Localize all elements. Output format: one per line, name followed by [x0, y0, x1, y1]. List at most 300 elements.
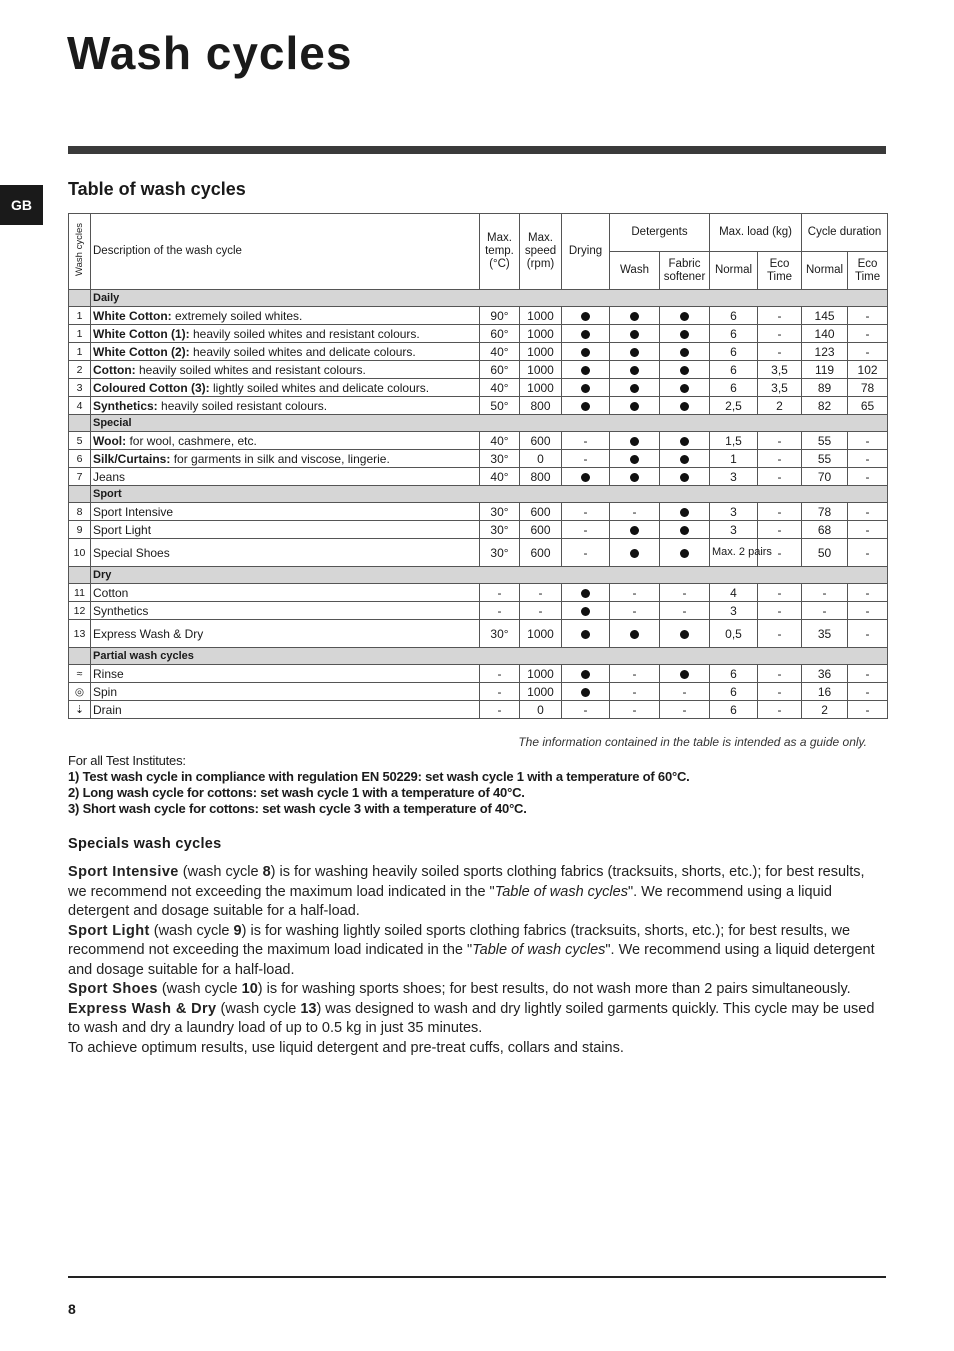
cycle-text: Sport Intensive — [93, 504, 174, 519]
top-rule — [68, 146, 886, 154]
dot-indicator — [680, 508, 689, 517]
cycle-text: extremely soiled whites. — [171, 308, 303, 323]
load-normal: 1 — [710, 450, 758, 468]
dot-indicator — [680, 473, 689, 482]
duration-normal: 35 — [802, 620, 848, 648]
detergent-wash: - — [610, 584, 660, 602]
cycle-text: Express Wash & Dry — [93, 626, 204, 641]
max-temp: - — [480, 602, 520, 620]
fabric-softener — [660, 450, 710, 468]
special-paragraph: Sport Light (wash cycle 9) is for washing lightly soiled sports clothing fabrics (tracksuits, shorts, etc.); for best results, we recommend not exceeding the maximum load indicated in the "Table of wash cycles". We recommend using a liquid detergent and dosage suitable for a half-load. — [68, 922, 875, 978]
drying — [562, 584, 610, 602]
dot-indicator — [581, 384, 590, 393]
dot-indicator — [581, 402, 590, 411]
table-row — [69, 665, 888, 683]
max-temp: 40° — [480, 432, 520, 450]
cycle-text: Drain — [93, 702, 122, 717]
load-eco-time: - — [758, 701, 802, 719]
load-normal: 6 — [710, 701, 758, 719]
cycle-text: heavily soiled whites and resistant colours. — [135, 362, 366, 377]
fabric-softener — [660, 503, 710, 521]
max-speed: 600 — [520, 432, 562, 450]
max-speed: 1000 — [520, 343, 562, 361]
fabric-softener: - — [660, 683, 710, 701]
cycle-number: 2 — [69, 361, 91, 379]
page-number: 8 — [68, 1301, 76, 1317]
group-spacer — [69, 486, 91, 503]
cycle-description — [91, 521, 480, 539]
fabric-softener — [660, 379, 710, 397]
fabric-softener — [660, 397, 710, 415]
detergent-wash — [610, 361, 660, 379]
table-row — [69, 307, 888, 325]
cycle-description — [91, 620, 480, 648]
load-normal: Max. 2 pairs — [710, 539, 758, 567]
dot-indicator — [630, 526, 639, 535]
load-eco-time: - — [758, 307, 802, 325]
drying — [562, 620, 610, 648]
dot-indicator — [630, 549, 639, 558]
max-speed: - — [520, 602, 562, 620]
cycle-number: 8 — [69, 503, 91, 521]
specials-title: Specials wash cycles — [68, 836, 222, 852]
max-speed: 1000 — [520, 307, 562, 325]
dot-indicator — [581, 630, 590, 639]
cycle-number: 5 — [69, 432, 91, 450]
header-max-load: Max. load (kg) — [710, 214, 802, 252]
drying: - — [562, 450, 610, 468]
max-speed: 800 — [520, 468, 562, 486]
special-paragraph: Sport Shoes (wash cycle 10) is for washing sports shoes; for best results, do not wash more than 2 pairs simultaneously. — [68, 981, 851, 997]
group-spacer — [69, 567, 91, 584]
header-load-normal: Normal — [710, 252, 758, 290]
cycle-description — [91, 307, 480, 325]
max-temp: 30° — [480, 503, 520, 521]
institutes-heading: For all Test Institutes: — [68, 753, 186, 768]
drying — [562, 683, 610, 701]
dot-indicator — [630, 437, 639, 446]
load-eco-time: - — [758, 450, 802, 468]
cycle-name: White Cotton (1): — [93, 326, 190, 341]
cycle-number: 12 — [69, 602, 91, 620]
duration-normal: 70 — [802, 468, 848, 486]
duration-eco-time: - — [848, 325, 888, 343]
table-row — [69, 539, 888, 567]
group-label: Dry — [91, 567, 888, 584]
cycle-description — [91, 325, 480, 343]
table-row — [69, 397, 888, 415]
duration-normal: 82 — [802, 397, 848, 415]
duration-normal: 119 — [802, 361, 848, 379]
duration-normal: 89 — [802, 379, 848, 397]
max-temp: - — [480, 584, 520, 602]
section-title: Table of wash cycles — [68, 179, 246, 199]
dot-indicator — [630, 330, 639, 339]
header-cycle-duration: Cycle duration — [802, 214, 888, 252]
drying — [562, 361, 610, 379]
load-normal: 6 — [710, 361, 758, 379]
max-temp: - — [480, 665, 520, 683]
fabric-softener: - — [660, 584, 710, 602]
cycle-description — [91, 397, 480, 415]
cycle-number: 1 — [69, 343, 91, 361]
detergent-wash — [610, 620, 660, 648]
cycle-text: Sport Light — [93, 522, 152, 537]
load-eco-time: - — [758, 620, 802, 648]
dot-indicator — [680, 312, 689, 321]
header-wash: Wash — [610, 252, 660, 290]
table-row — [69, 450, 888, 468]
dot-indicator — [581, 589, 590, 598]
language-tab: GB — [0, 185, 43, 225]
load-normal: 4 — [710, 584, 758, 602]
duration-eco-time: - — [848, 450, 888, 468]
fabric-softener: - — [660, 602, 710, 620]
duration-normal: 36 — [802, 665, 848, 683]
duration-normal: 123 — [802, 343, 848, 361]
fabric-softener — [660, 325, 710, 343]
duration-normal: 145 — [802, 307, 848, 325]
dot-indicator — [581, 473, 590, 482]
max-temp: 30° — [480, 539, 520, 567]
cycle-text: Synthetics — [93, 603, 149, 618]
detergent-wash — [610, 343, 660, 361]
max-speed: 0 — [520, 450, 562, 468]
wash-cycles-table — [68, 213, 888, 719]
load-eco-time: - — [758, 343, 802, 361]
header-detergents: Detergents — [610, 214, 710, 252]
cycle-text: Jeans — [93, 469, 126, 484]
institutes-line: 3) Short wash cycle for cottons: set wash cycle 3 with a temperature of 40°C. — [68, 801, 527, 816]
table-row — [69, 468, 888, 486]
load-normal: 3 — [710, 468, 758, 486]
drying — [562, 307, 610, 325]
detergent-wash — [610, 450, 660, 468]
cycle-name: Silk/Curtains: — [93, 451, 171, 466]
institutes-line: 2) Long wash cycle for cottons: set wash cycle 1 with a temperature of 40°C. — [68, 785, 525, 800]
max-speed: 1000 — [520, 325, 562, 343]
cycle-description — [91, 584, 480, 602]
duration-normal: 68 — [802, 521, 848, 539]
load-eco-time: - — [758, 584, 802, 602]
max-speed: 600 — [520, 539, 562, 567]
group-row — [69, 567, 888, 584]
drying: - — [562, 701, 610, 719]
table-row — [69, 432, 888, 450]
load-normal: 6 — [710, 307, 758, 325]
detergent-wash — [610, 539, 660, 567]
cycle-description — [91, 701, 480, 719]
max-temp: 30° — [480, 521, 520, 539]
cycle-description — [91, 503, 480, 521]
max-speed: 600 — [520, 521, 562, 539]
dot-indicator — [680, 526, 689, 535]
load-eco-time: - — [758, 602, 802, 620]
duration-eco-time: - — [848, 701, 888, 719]
max-temp: 50° — [480, 397, 520, 415]
table-row — [69, 325, 888, 343]
duration-normal: - — [802, 602, 848, 620]
cycle-description — [91, 468, 480, 486]
max-speed: 1000 — [520, 361, 562, 379]
fabric-softener — [660, 539, 710, 567]
dot-indicator — [680, 455, 689, 464]
load-normal: 6 — [710, 325, 758, 343]
fabric-softener — [660, 361, 710, 379]
drying — [562, 468, 610, 486]
detergent-wash — [610, 521, 660, 539]
table-note: The information contained in the table is intended as a guide only. — [518, 735, 867, 749]
test-institutes — [68, 753, 690, 817]
dot-indicator — [581, 366, 590, 375]
max-temp: - — [480, 683, 520, 701]
load-eco-time: 3,5 — [758, 379, 802, 397]
header-wash-cycles: Wash cycles — [69, 214, 91, 290]
max-speed: 800 — [520, 397, 562, 415]
header-description: Description of the wash cycle — [91, 214, 480, 290]
cycle-number: 9 — [69, 521, 91, 539]
dot-indicator — [680, 549, 689, 558]
load-normal: 2,5 — [710, 397, 758, 415]
cycle-text: heavily soiled resistant colours. — [157, 398, 328, 413]
group-row — [69, 415, 888, 432]
load-eco-time: - — [758, 683, 802, 701]
max-temp: - — [480, 701, 520, 719]
fabric-softener — [660, 343, 710, 361]
drying: - — [562, 539, 610, 567]
duration-normal: 16 — [802, 683, 848, 701]
duration-normal: 140 — [802, 325, 848, 343]
duration-normal: 50 — [802, 539, 848, 567]
detergent-wash — [610, 379, 660, 397]
cycle-name: Coloured Cotton (3): — [93, 380, 210, 395]
detergent-wash — [610, 432, 660, 450]
load-eco-time: - — [758, 521, 802, 539]
duration-normal: 55 — [802, 432, 848, 450]
drying — [562, 397, 610, 415]
specials-text — [68, 863, 886, 1058]
duration-eco-time: - — [848, 468, 888, 486]
load-normal: 6 — [710, 379, 758, 397]
table-row — [69, 361, 888, 379]
table-row — [69, 379, 888, 397]
group-row — [69, 648, 888, 665]
table-row — [69, 584, 888, 602]
header-duration-eco-time: Eco Time — [848, 252, 888, 290]
load-eco-time: - — [758, 325, 802, 343]
detergent-wash — [610, 307, 660, 325]
special-paragraph: Sport Intensive (wash cycle 8) is for washing heavily soiled sports clothing fabrics (tracksuits, shorts, etc.); for best results, we recommend not exceeding the maximum load indicated in the "Table of wash cycles". We recommend using a liquid detergent and dosage suitable for a half-load. — [68, 864, 865, 919]
cycle-text: Spin — [93, 684, 118, 699]
load-normal: 3 — [710, 602, 758, 620]
detergent-wash — [610, 468, 660, 486]
fabric-softener — [660, 468, 710, 486]
load-eco-time: - — [758, 468, 802, 486]
duration-eco-time: - — [848, 683, 888, 701]
cycle-number: 13 — [69, 620, 91, 648]
cycle-name: Wool: — [93, 433, 127, 448]
duration-eco-time: 78 — [848, 379, 888, 397]
group-label: Special — [91, 415, 888, 432]
cycle-text: Cotton — [93, 585, 129, 600]
load-eco-time: - — [758, 665, 802, 683]
cycle-text: Special Shoes — [93, 545, 170, 560]
cycle-description — [91, 665, 480, 683]
detergent-wash: - — [610, 602, 660, 620]
max-temp: 40° — [480, 343, 520, 361]
cycle-number: 10 — [69, 539, 91, 567]
cycle-description — [91, 432, 480, 450]
cycle-description — [91, 450, 480, 468]
table-body — [69, 290, 888, 719]
drying: - — [562, 521, 610, 539]
group-row — [69, 486, 888, 503]
dot-indicator — [581, 312, 590, 321]
table-row — [69, 503, 888, 521]
cycle-text: heavily soiled whites and resistant colours. — [189, 326, 420, 341]
rinse-icon: ≈ — [69, 665, 91, 683]
fabric-softener — [660, 620, 710, 648]
duration-eco-time: - — [848, 432, 888, 450]
table-row — [69, 521, 888, 539]
group-label: Daily — [91, 290, 888, 307]
max-speed: - — [520, 584, 562, 602]
dot-indicator — [680, 670, 689, 679]
duration-eco-time: - — [848, 584, 888, 602]
duration-eco-time: - — [848, 620, 888, 648]
dot-indicator — [630, 402, 639, 411]
max-temp: 60° — [480, 361, 520, 379]
group-label: Sport — [91, 486, 888, 503]
header-max-speed: Max. speed (rpm) — [520, 214, 562, 290]
load-normal: 0,5 — [710, 620, 758, 648]
detergent-wash: - — [610, 503, 660, 521]
cycle-description — [91, 683, 480, 701]
cycle-number: 4 — [69, 397, 91, 415]
max-speed: 600 — [520, 503, 562, 521]
duration-eco-time: - — [848, 521, 888, 539]
max-temp: 90° — [480, 307, 520, 325]
load-eco-time: 2 — [758, 397, 802, 415]
max-speed: 1000 — [520, 379, 562, 397]
special-paragraph: Express Wash & Dry (wash cycle 13) was designed to wash and dry lightly soiled garments quickly. This cycle may be used to wash and dry a laundry load of up to 0.5 kg in just 35 minutes. — [68, 1000, 875, 1036]
dot-indicator — [630, 473, 639, 482]
cycle-name: White Cotton: — [93, 308, 172, 323]
drain-icon: ⇣ — [69, 701, 91, 719]
special-closing: To achieve optimum results, use liquid detergent and pre-treat cuffs, collars and stains. — [68, 1039, 624, 1056]
fabric-softener — [660, 307, 710, 325]
fabric-softener — [660, 665, 710, 683]
header-duration-normal: Normal — [802, 252, 848, 290]
cycle-number: 1 — [69, 325, 91, 343]
institutes-line: 1) Test wash cycle in compliance with regulation EN 50229: set wash cycle 1 with a temperature of 60°C. — [68, 769, 690, 784]
dot-indicator — [581, 607, 590, 616]
load-normal: 6 — [710, 683, 758, 701]
duration-normal: 2 — [802, 701, 848, 719]
drying: - — [562, 432, 610, 450]
header-load-eco-time: Eco Time — [758, 252, 802, 290]
dot-indicator — [680, 630, 689, 639]
load-normal: 6 — [710, 665, 758, 683]
dot-indicator — [680, 348, 689, 357]
cycle-description — [91, 343, 480, 361]
duration-eco-time: - — [848, 503, 888, 521]
group-label: Partial wash cycles — [91, 648, 888, 665]
dot-indicator — [680, 330, 689, 339]
duration-normal: - — [802, 584, 848, 602]
max-speed: 1000 — [520, 620, 562, 648]
cycle-name: White Cotton (2): — [93, 344, 190, 359]
detergent-wash: - — [610, 665, 660, 683]
dot-indicator — [630, 455, 639, 464]
detergent-wash: - — [610, 683, 660, 701]
drying — [562, 379, 610, 397]
cycle-number: 11 — [69, 584, 91, 602]
header-max-temp: Max. temp. (°C) — [480, 214, 520, 290]
dot-indicator — [630, 384, 639, 393]
duration-normal: 55 — [802, 450, 848, 468]
cycle-description — [91, 379, 480, 397]
duration-eco-time: - — [848, 665, 888, 683]
spin-icon: ◎ — [69, 683, 91, 701]
table-row — [69, 683, 888, 701]
cycle-text: lightly soiled whites and delicate colours. — [209, 380, 430, 395]
max-temp: 60° — [480, 325, 520, 343]
detergent-wash — [610, 397, 660, 415]
load-eco-time: 3,5 — [758, 361, 802, 379]
max-temp: 40° — [480, 379, 520, 397]
dot-indicator — [581, 348, 590, 357]
load-normal: 3 — [710, 503, 758, 521]
cycle-text: for wool, cashmere, etc. — [126, 433, 257, 448]
detergent-wash: - — [610, 701, 660, 719]
dot-indicator — [680, 437, 689, 446]
group-spacer — [69, 648, 91, 665]
group-spacer — [69, 415, 91, 432]
drying — [562, 602, 610, 620]
load-eco-time: - — [758, 503, 802, 521]
cycle-description — [91, 602, 480, 620]
max-speed: 1000 — [520, 683, 562, 701]
dot-indicator — [581, 330, 590, 339]
dot-indicator — [680, 366, 689, 375]
fabric-softener — [660, 432, 710, 450]
cycle-description — [91, 361, 480, 379]
drying — [562, 343, 610, 361]
cycle-text: for garments in silk and viscose, lingerie. — [170, 451, 390, 466]
max-temp: 30° — [480, 450, 520, 468]
dot-indicator — [630, 630, 639, 639]
dot-indicator — [581, 670, 590, 679]
max-temp: 30° — [480, 620, 520, 648]
max-speed: 1000 — [520, 665, 562, 683]
cycle-number: 1 — [69, 307, 91, 325]
table-row — [69, 701, 888, 719]
cycle-name: Cotton: — [93, 362, 136, 377]
duration-eco-time: - — [848, 343, 888, 361]
cycle-number: 6 — [69, 450, 91, 468]
header-fabric-softener: Fabric softener — [660, 252, 710, 290]
drying — [562, 665, 610, 683]
duration-eco-time: - — [848, 539, 888, 567]
cycle-number: 3 — [69, 379, 91, 397]
dot-indicator — [680, 402, 689, 411]
duration-eco-time: - — [848, 602, 888, 620]
load-normal: 3 — [710, 521, 758, 539]
cycle-text: heavily soiled whites and delicate colours. — [189, 344, 416, 359]
load-eco-time: - — [758, 539, 802, 567]
table-row — [69, 343, 888, 361]
